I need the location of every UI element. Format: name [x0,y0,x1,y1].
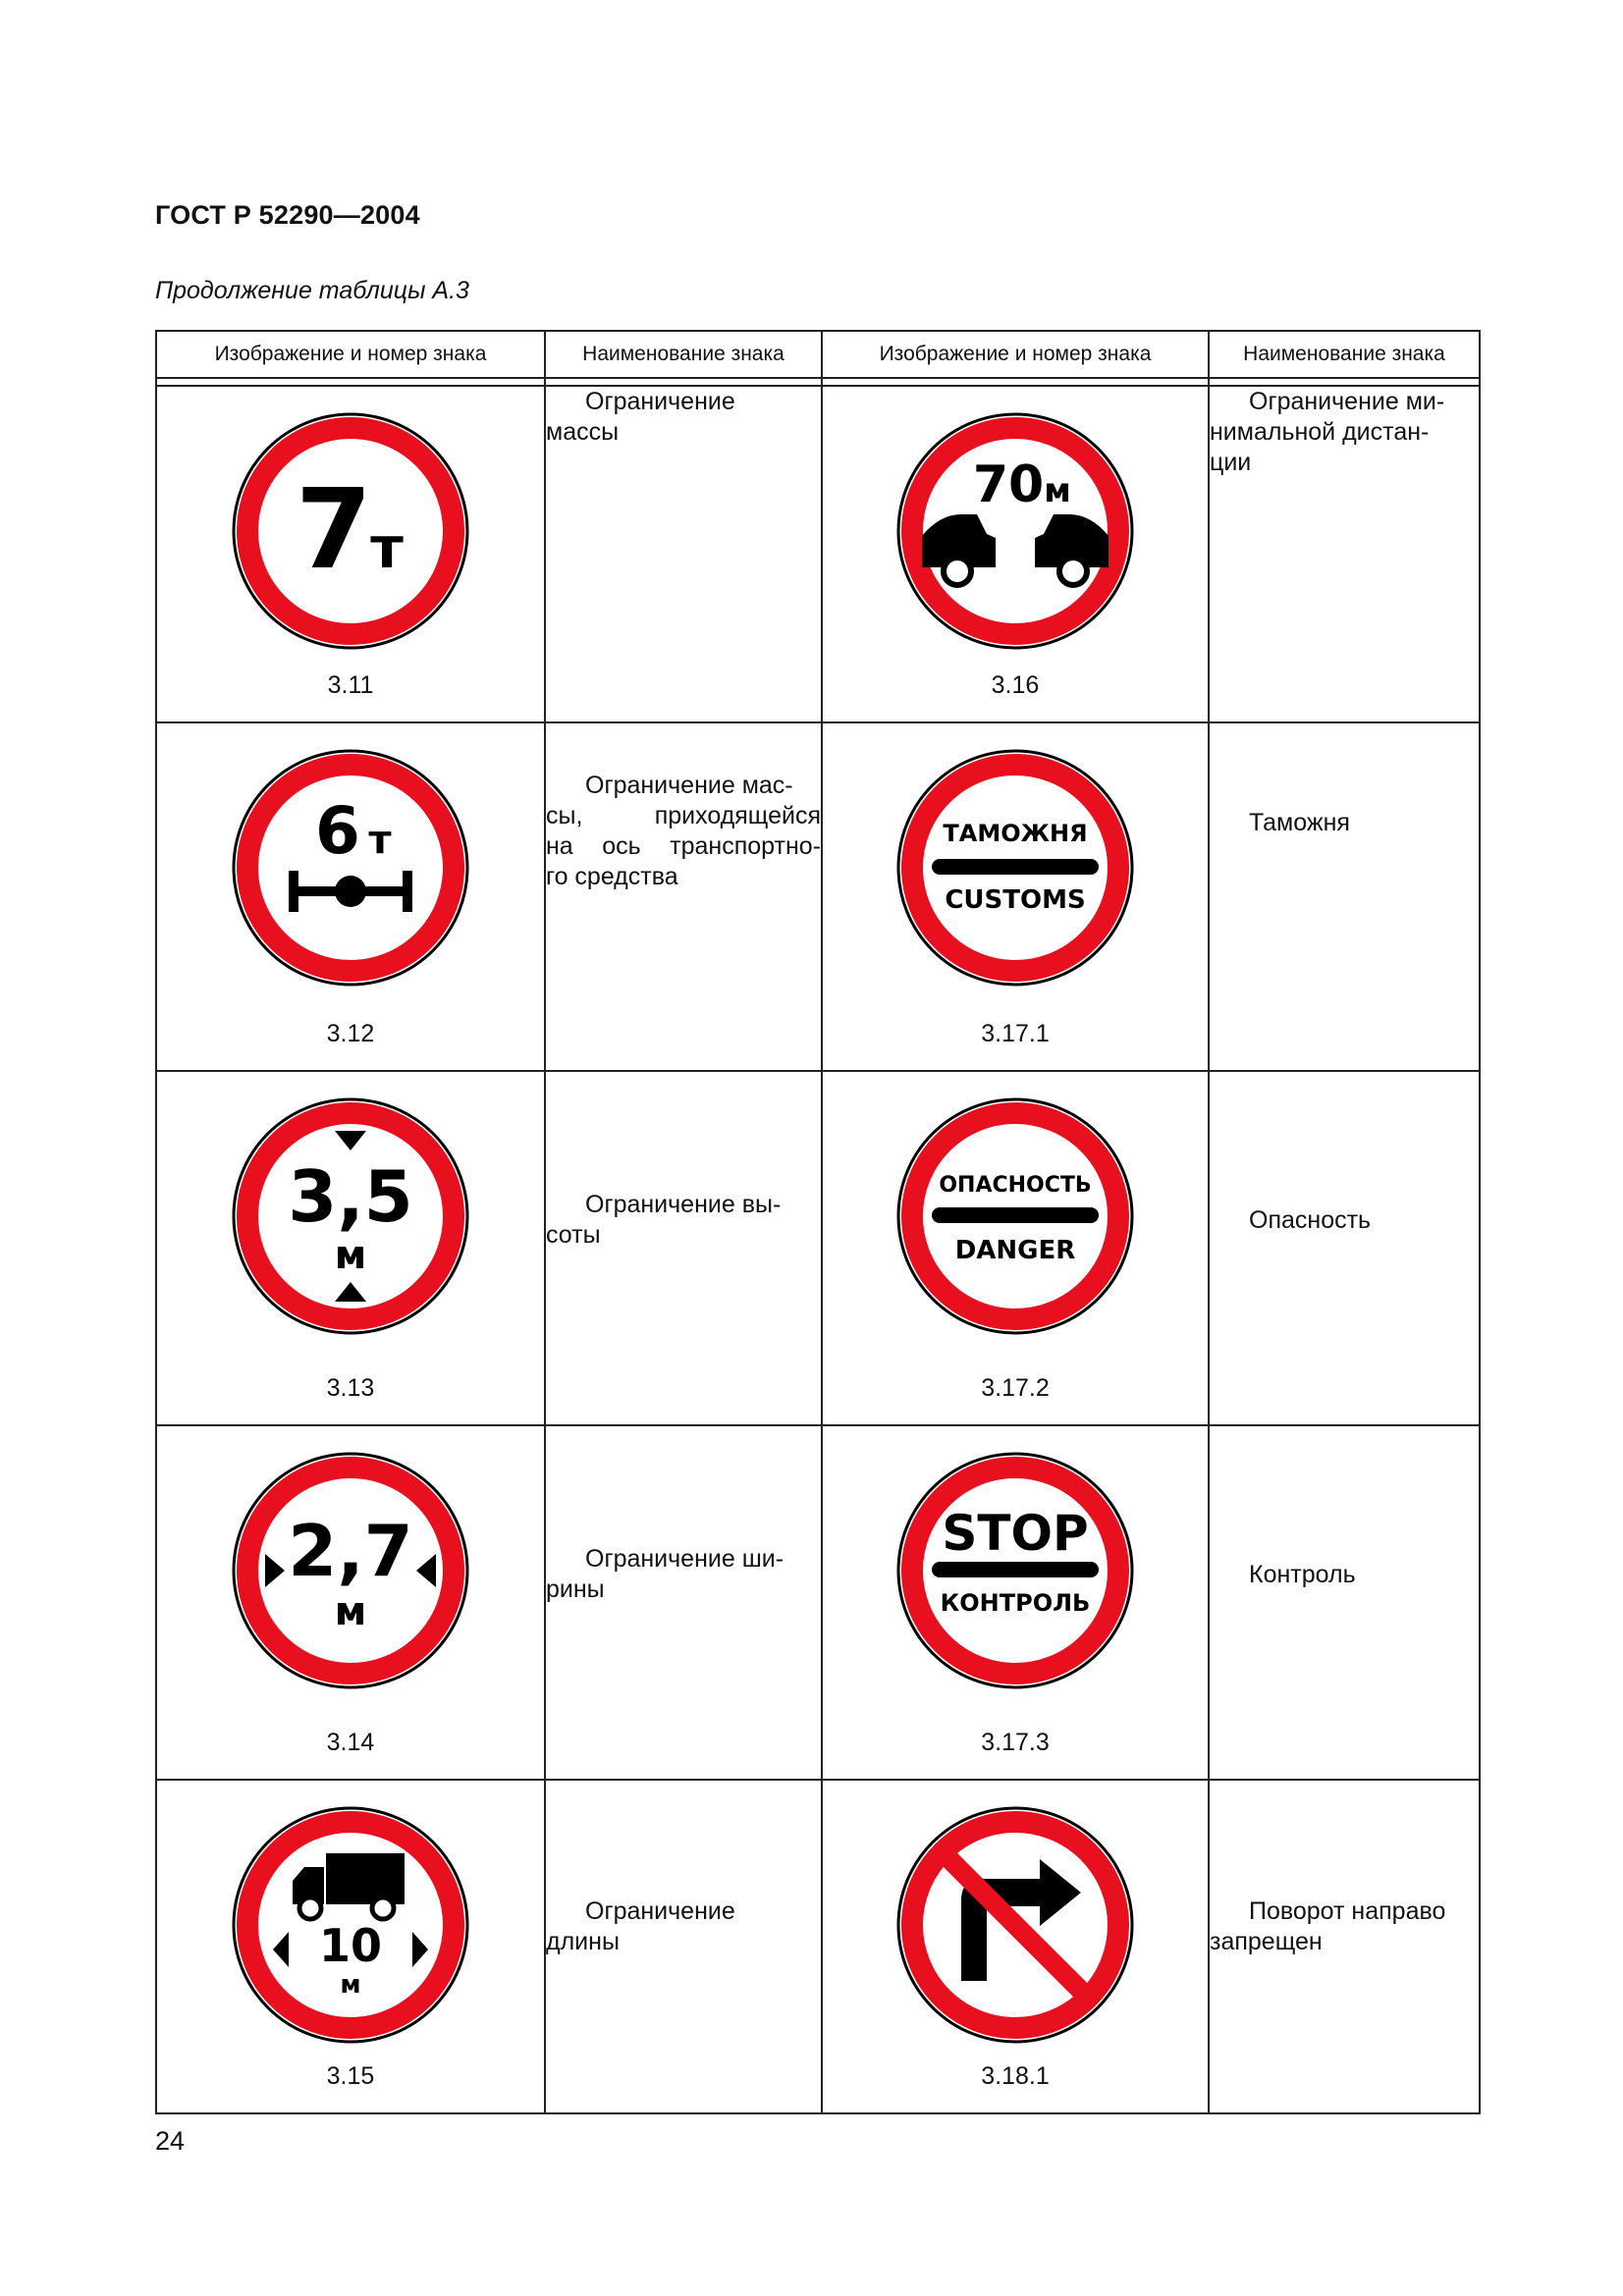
table-header-row [156,331,1480,378]
column-header: Изображение и номер знака [822,331,1209,378]
sign-name-line: длины [546,1928,620,1955]
sign-3-14-width-limit [228,1448,473,1693]
sign-name-cell [545,386,822,722]
sign-image-cell [822,1425,1209,1780]
column-header: Наименование знака [545,331,822,378]
sign-unit: м [1044,471,1071,510]
sign-3-12-axle-weight-limit [228,745,473,990]
sign-name-line: Ограничение [585,388,735,415]
sign-text-top: STOP [942,1505,1089,1562]
sign-number: 3.15 [326,2062,375,2090]
sign-number: 3.12 [326,1020,375,1047]
sign-value: 10 [318,1919,383,1972]
sign-distance: 70 [972,455,1045,514]
sign-unit: т [368,818,392,863]
sign-image-cell [156,722,545,1071]
sign-name-line: соты [546,1221,601,1249]
sign-image-cell [156,386,545,722]
page-number: 24 [155,2126,186,2156]
sign-3-15-length-limit [228,1802,473,2048]
sign-number: 3.17.3 [981,1729,1050,1756]
sign-name-cell [545,1071,822,1425]
sign-unit: м [334,1589,367,1634]
sign-3-17-3-control [893,1448,1138,1693]
sign-image-cell [822,1071,1209,1425]
sign-name-line: Таможня [1249,809,1350,836]
sign-text-top: ТАМОЖНЯ [943,820,1088,847]
table-row [156,1780,1480,2113]
document-header: ГОСТ Р 52290—2004 [155,200,420,230]
sign-number: 3.14 [326,1729,375,1756]
sign-digit: 7 [296,466,372,594]
sign-3-18-1-no-right-turn [893,1802,1138,2048]
sign-name-line: сы, приходящейся [546,802,821,829]
sign-name-cell [1209,1425,1480,1780]
sign-value: 2,7 [288,1510,413,1592]
table-row [156,1071,1480,1425]
sign-3-16-min-distance [893,408,1138,654]
sign-3-17-1-customs [893,745,1138,990]
sign-name-line: Ограничение мас- [585,772,793,799]
sign-name-line: Ограничение ми- [1249,388,1445,415]
sign-name-line: нимальной дистан- [1210,418,1430,446]
sign-3-13-height-limit [228,1094,473,1339]
sign-image-cell [156,1425,545,1780]
sign-image-cell [822,722,1209,1071]
sign-name-cell [545,1425,822,1780]
sign-unit: т [370,514,404,581]
sign-name-line: массы [546,418,620,446]
sign-name-cell [545,1780,822,2113]
sign-number: 3.17.2 [981,1374,1050,1402]
sign-name-line: Поворот направо [1249,1897,1446,1925]
table-caption: Продолжение таблицы А.3 [155,277,469,304]
column-header: Изображение и номер знака [156,331,545,378]
sign-name-cell [1209,386,1480,722]
sign-name-line: Ограничение ши- [585,1545,784,1573]
sign-image-cell [156,1780,545,2113]
sign-unit: м [340,1970,361,2000]
table-row [156,386,1480,722]
column-header: Наименование знака [1209,331,1480,378]
sign-number: 3.17.1 [981,1020,1050,1047]
sign-image-cell [822,386,1209,722]
sign-name-cell [1209,722,1480,1071]
sign-text-bottom: DANGER [954,1236,1076,1265]
sign-number: 3.18.1 [981,2062,1050,2090]
sign-digit: 6 [315,793,360,869]
sign-text-bottom: CUSTOMS [945,885,1086,915]
sign-name-line: Ограничение вы- [585,1191,782,1218]
sign-name-line: на ось транспортно- [546,832,821,860]
sign-value: 3,5 [288,1155,413,1238]
sign-name-cell [1209,1071,1480,1425]
sign-name-cell [545,722,822,1071]
sign-text-bottom: КОНТРОЛЬ [940,1589,1091,1617]
header-spacer-row [156,378,1480,386]
sign-name-line: рины [546,1575,605,1603]
sign-unit: м [334,1233,367,1278]
signs-table [155,330,1481,2114]
sign-name-line: Опасность [1249,1206,1372,1234]
sign-image-cell [822,1780,1209,2113]
sign-number: 3.16 [991,671,1040,699]
sign-name-line: Контроль [1249,1561,1356,1588]
sign-number: 3.11 [327,671,374,699]
sign-name-line: Ограничение [585,1897,735,1925]
sign-3-17-2-danger [893,1094,1138,1339]
sign-number: 3.13 [326,1374,375,1402]
sign-text-top: ОПАСНОСТЬ [939,1173,1092,1198]
sign-name-cell [1209,1780,1480,2113]
sign-name-line: запрещен [1210,1928,1323,1955]
table-row [156,722,1480,1071]
table-row [156,1425,1480,1780]
sign-image-cell [156,1071,545,1425]
sign-name-line: го средства [546,863,678,890]
sign-3-11-weight-limit [228,408,473,654]
sign-name-line: ции [1210,449,1252,476]
